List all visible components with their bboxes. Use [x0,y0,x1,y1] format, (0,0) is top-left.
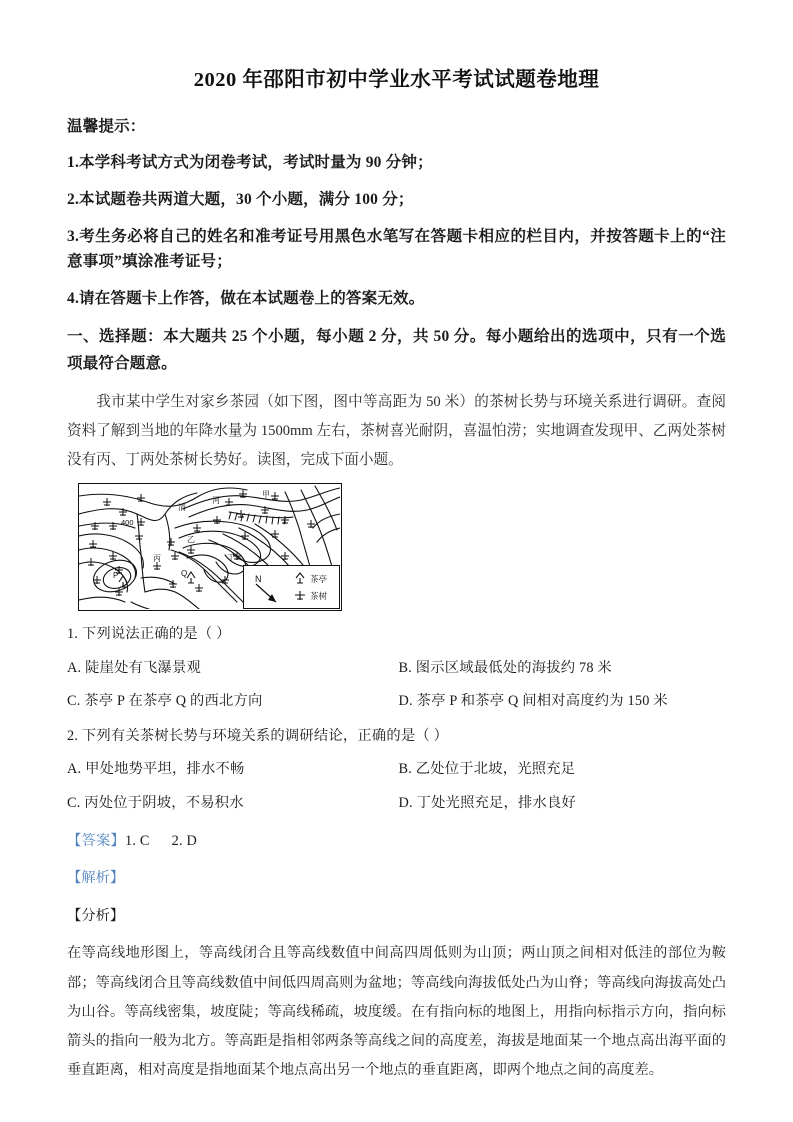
question-1-option-d[interactable]: D. 茶亭 P 和茶亭 Q 间相对高度约为 150 米 [398,693,668,710]
question-2-stem: 2. 下列有关茶树长势与环境关系的调研结论，正确的是（ ） [67,727,449,744]
figure-contour-map [78,483,726,611]
legend-label-tea-tree: 茶树 [310,591,328,602]
question-1-stem: 1. 下列说法正确的是（ ） [67,626,231,643]
explanation-tag: 【解析】 [67,870,125,887]
question-1-option-a[interactable]: A. 陡崖处有飞瀑景观 [67,659,202,676]
map-label-ding: 丁 [227,553,235,563]
analysis-paragraph: 在等高线地形图上，等高线闭合且等高线数值中间高四周低则为山顶；两山顶之间相对低洼的部位为鞍部；等高线闭合且等高线数值中间低四周高则为盆地；等高线向海拔低处凸为山脊；等高线向海拔高处凸为山谷。等高线密集，坡度陡；等高线稀疏，坡度缓。在有指向标的地图上，用指向标指示方向，指向标箭头的指向一般为北方。等高距是指相邻两条等高线之间的高度差，海拔是地面某一个地点高出海平面的垂直距离，相对高度是指地面某个地点高出另一个地点的垂直距离，即两个地点之间的高度差。 [67,945,726,1079]
explanation-tag-line [67,868,726,889]
analysis-tag-line: 【分析】 [67,907,125,924]
question-2-options-row-1 [67,759,726,780]
notice-item-1: 1.本学科考试方式为闭卷考试，考试时量为 90 分钟； [67,153,433,171]
question-2-option-b[interactable]: B. 乙处位于北坡，光照充足 [398,761,576,778]
question-2-option-d[interactable]: D. 丁处光照充足，排水良好 [398,794,577,811]
notice-item-3: 3.考生务必将自己的姓名和准考证号用黑色水笔写在答题卡相应的栏目内，并按答题卡上的“注意事项”填涂准考证号； [67,228,726,271]
map-label-yi: 乙 [187,535,195,545]
tea-tree-icon [294,589,306,602]
legend-label-pavilion: 茶亭 [310,574,328,585]
map-label-jia: 甲 [262,490,270,500]
map-label-bing: 丙 [153,554,161,564]
question-1-options-row-1 [67,658,726,679]
map-frame [78,483,342,611]
notice-heading: 温馨提示： [67,117,146,135]
page-title: 2020 年邵阳市初中学业水平考试试题卷地理 [193,69,600,91]
north-arrow-label: N [255,574,262,585]
question-1-options-row-2 [67,691,726,712]
section-heading-multiple-choice: 一、选择题：本大题共 25 个小题，每小题 2 分，共 50 分。每小题给出的选项中，只有一个选项最符合题意。 [67,328,726,373]
map-label-q: Q [181,569,188,579]
north-arrow-icon [254,582,282,606]
answer-item-1: 1. C [125,832,150,849]
answer-line [67,831,726,852]
map-label-qing: 清 [178,503,186,513]
question-2-option-a[interactable]: A. 甲处地势平坦，排水不畅 [67,761,245,778]
notice-item-2: 2.本试题卷共两道大题，30 个小题，满分 100 分； [67,191,414,209]
pavilion-icon [294,572,306,585]
notice-item-4: 4.请在答题卡上作答，做在本试题卷上的答案无效。 [67,290,425,308]
answer-item-2: 2. D [171,832,198,849]
question-2-options-row-2 [67,793,726,814]
question-2-option-c[interactable]: C. 丙处位于阴坡，不易积水 [67,794,244,811]
map-label-p: P [113,571,119,581]
map-legend [243,565,340,609]
answer-tag: 【答案】 [67,832,125,849]
passage-stem-text: 我市某中学生对家乡茶园（如下图，图中等高距为 50 米）的茶树长势与环境关系进行调研。查阅资料了解到当地的年降水量为 1500mm 左右，茶树喜光耐阴，喜温怕涝；实地调查发现甲、乙两处茶树没有丙、丁两处茶树长势好。读图，完成下面小题。 [67,393,726,469]
map-label-he: 河 [212,496,220,506]
question-1-option-c[interactable]: C. 茶亭 P 在茶亭 Q 的西北方向 [67,693,263,710]
question-1-option-b[interactable]: B. 图示区域最低处的海拔约 78 米 [398,659,612,676]
map-label-contour-400: 400 [121,518,134,528]
